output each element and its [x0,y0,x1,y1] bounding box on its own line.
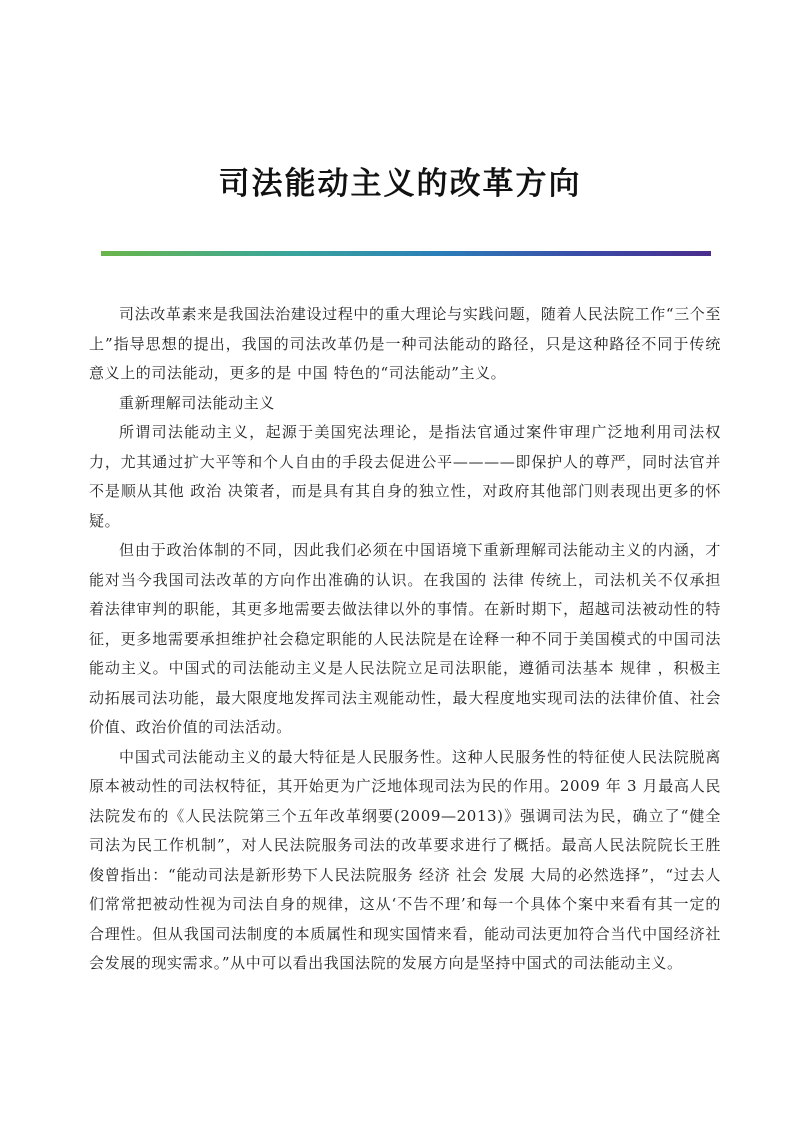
document-title: 司法能动主义的改革方向 [218,166,582,202]
section-heading: 重新理解司法能动主义 [119,393,276,412]
document-body [89,300,721,979]
title-divider [101,251,711,256]
paragraph-context: 但由于政治体制的不同，因此我们必须在中国语境下重新理解司法能动主义的内涵，才能对当今我国司法改革的方向作出准确的认识。在我国的 法律 传统上，司法机关不仅承担着法律审判的职能，其更多地需要去做法律以外的事情。在新时期下，超越司法被动性的特征，更多地需要承担维护社会稳定职能的人民法院是在诠释一种不同于美国模式的中国司法能动主义。中国式的司法能动主义是人民法院立足司法职能，遵循司法基本 规律 ，积极主动拓展司法功能，最大限度地发挥司法主观能动性，最大程度地实现司法的法律价值、社会价值、政治价值的司法活动。 [89,541,721,736]
paragraph-characteristics: 中国式司法能动主义的最大特征是人民服务性。这种人民服务性的特征使人民法院脱离原本被动性的司法权特征，其开始更为广泛地体现司法为民的作用。2009 年 3 月最高人民法院发布的《人民法院第三个五年改革纲要(2009—2013)》强调司法为民，确立了“健全司法为民工作机制”，对人民法院服务司法的改革要求进行了概括。最高人民法院院长王胜俊曾指出：“能动司法是新形势下人民法院服务 经济 社会 发展 大局的必然选择”，“过去人们常常把被动性视为司法自身的规律，这从‘不告不理’和每一个具体个案中来看有其一定的合理性。但从我国司法制度的本质属性和现实国情来看，能动司法更加符合当代中国经济社会发展的现实需求。”从中可以看出我国法院的发展方向是坚持中国式的司法能动主义。 [89,747,721,972]
paragraph-intro: 司法改革素来是我国法治建设过程中的重大理论与实践问题，随着人民法院工作“三个至上”指导思想的提出，我国的司法改革仍是一种司法能动的路径，只是这种路径不同于传统意义上的司法能动，更多的是 中国 特色的“司法能动”主义。 [89,305,721,382]
paragraph-definition: 所谓司法能动主义，起源于美国宪法理论，是指法官通过案件审理广泛地利用司法权力，尤其通过扩大平等和个人自由的手段去促进公平————即保护人的尊严，同时法官并不是顺从其他 政治 决策者，而是具有其自身的独立性，对政府其他部门则表现出更多的怀疑。 [89,423,721,530]
